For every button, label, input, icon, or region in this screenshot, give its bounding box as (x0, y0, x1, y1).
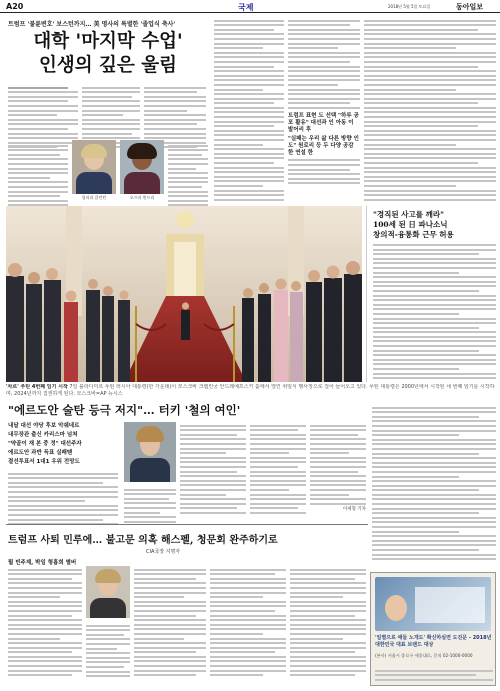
main-photo (6, 206, 362, 382)
ad-body: (본사) 서울시 종로구 세종대로, 문의 02-1000-0000 (375, 653, 473, 658)
kicker: 트럼프 '불륜변호' 보스턴까지… 美 명사의 특별한 '졸업식 축사' (8, 21, 176, 28)
sidebar-headline-line: "경직된 사고를 깨라" (373, 210, 444, 219)
article-body (364, 17, 496, 203)
article-body (168, 142, 208, 200)
date-line: 2018년 5월 5일 토요일 (388, 3, 431, 9)
masthead (0, 0, 500, 13)
subhead: 결선투표서 1대1 우위 전망도 (8, 459, 80, 465)
article-body (8, 566, 82, 686)
headline: 트럼프 사퇴 민루에… 불고문 의혹 해스펠, 청문회 완주하기로 (8, 535, 278, 546)
subhead: CIA국장 지명자 (146, 549, 181, 555)
byline: 이세형 기자 (342, 506, 366, 512)
caption-text: 7일 블라디미르 푸틴 러시아 대통령(한 가운데)이 모스크바 크렘린궁 안드레예프스키 홀에서 열린 취임식 행사장으로 걸어 들어오고 있다. 푸틴 대통령은 2000년에서 시작된 네 번째 임기를 시작하며, 2024년까지 집권하게 된다. (6, 384, 495, 397)
portrait-photo (86, 566, 130, 618)
article-body (180, 422, 246, 518)
article-body (82, 84, 140, 139)
subhead: 내달 대선 야당 후보 악쉐네르 (8, 423, 80, 429)
subhead: 에르도안 과반 득표 실패땐 (8, 450, 73, 456)
ad-image (375, 577, 491, 631)
article-body (144, 84, 206, 139)
photo-caption (6, 384, 496, 398)
subhead: "약골이 재 본 중 정" 대선주자 (8, 441, 82, 447)
headline-line: 대학 '마지막 수업' (33, 31, 183, 52)
article-body (86, 622, 130, 686)
sidebar-box (366, 206, 496, 382)
subhead: 내무장관 출신 카리스마 넘쳐 (8, 432, 78, 438)
article-body (8, 142, 68, 200)
divider (6, 524, 368, 525)
subhead: 트럼프 표현 도 선택 "하루 공포 활유" 대선과 인 아동 이 발어리 후 (288, 112, 359, 133)
subhead-block (8, 422, 118, 467)
portrait-photo-right (120, 140, 164, 194)
section-name: 국제 (238, 3, 254, 12)
sidebar-headline-line: 100세 된 日 파나소닉 (373, 220, 448, 229)
article-body (210, 566, 286, 686)
article-body (124, 486, 176, 518)
headline-line: 인생의 깊은 울림 (39, 55, 177, 76)
headline (8, 30, 208, 78)
portrait-photo-left (72, 140, 116, 194)
article-body (288, 17, 360, 203)
sidebar-headline (373, 210, 496, 240)
ad-headline: '일별으로 애들 노개도' 확신하실면 도진문 - 2018년 대한민국 대표 브랜드 대상 (375, 635, 492, 648)
photo-caption: 오프라 윈프리 (129, 195, 155, 200)
article-body (290, 566, 366, 686)
article-body (134, 566, 206, 686)
article-body (8, 470, 118, 518)
article-body (214, 17, 284, 203)
article-body (8, 84, 78, 139)
portrait-photo (124, 422, 176, 482)
article-body (250, 422, 306, 518)
sidebar-headline-line: 창의적-융통화 근무 허용 (373, 230, 454, 239)
page-number: A20 (6, 2, 24, 11)
article-body (372, 404, 496, 566)
article-body (310, 422, 366, 518)
photo-caption: 힐러리 클린턴 (81, 195, 107, 200)
subhead: "실패는 우리 삶 다른 방향 인도" 원로리 등 두 다양 공감 한 연설 한 (288, 135, 359, 156)
headline: "에르도안 술탄 등극 저지"… 터키 '철의 여인' (8, 403, 241, 417)
paper-name: 동아일보 (456, 3, 484, 11)
ad-box[interactable] (370, 572, 496, 686)
photo-credit: 모스크바=AP 뉴시스 (76, 390, 123, 397)
caption-title: '차르' 푸틴 4번째 임기 시작 (6, 384, 68, 390)
lead: 뭘 빈주제, 박일 형흉희 별버 (8, 560, 77, 566)
